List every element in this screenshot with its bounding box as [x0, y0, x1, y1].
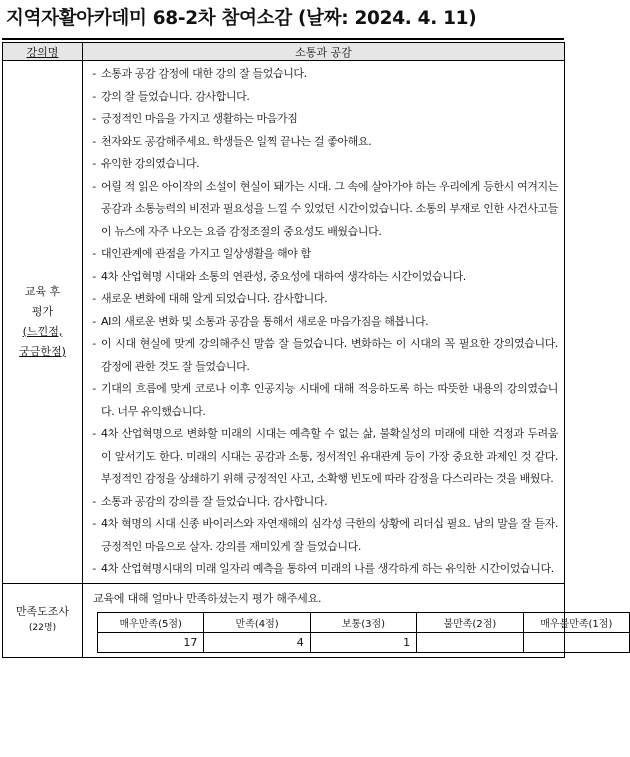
bullet-dash: - [92, 494, 96, 508]
bullet-dash: - [92, 517, 96, 530]
comment-text: 긍정적인 마음을 가지고 생활하는 마음가짐 [101, 112, 298, 125]
comment-text: 4차 산업혁명 시대와 소통의 연관성, 중요성에 대하여 생각하는 시간이었습니다. [101, 269, 466, 283]
satisfaction-content-cell [83, 583, 613, 657]
evaluation-label-4: 궁금한점) [19, 344, 66, 358]
comment-item [87, 266, 558, 289]
document-title: 지역자활아카데미 68-2차 참여소감 (날짜: 2024. 4. 11) [6, 8, 477, 29]
comment-item [87, 63, 558, 86]
bullet-dash: - [92, 179, 96, 193]
comment-text: 강의 잘 들었습니다. 감사합니다. [101, 89, 250, 103]
score-value-3: 1 [310, 632, 416, 652]
evaluation-comments-cell [83, 61, 565, 584]
comment-text: 어릴 적 읽은 아이작의 소설이 현실이 돼가는 시대. 그 속에 살아가야 하는 우리에게 등한시 여겨지는 공감과 소통능력의 비전과 필요성을 느낄 수 있었던 시간이었습니다. 소통의 부재로 인한 사건사고들이 뉴스에 자주 나오는 요즘 감정조절의 중요성도 배웠습니다. [101, 179, 558, 238]
bullet-dash: - [92, 337, 96, 350]
bullet-dash: - [92, 562, 96, 575]
comment-item [87, 333, 558, 378]
lecture-name-label: 강의명 [26, 45, 59, 59]
satisfaction-row [3, 583, 565, 657]
comment-item [87, 513, 558, 558]
lecture-name-value: 소통과 공감 [295, 45, 352, 59]
comment-text: 새로운 변화에 대해 알게 되었습니다. 감사합니다. [101, 292, 328, 305]
comment-text: 이 시대 현실에 맞게 강의해주신 말씀 잘 들었습니다. 변화하는 이 시대의 꼭 필요한 강의였습니다. 감정에 관한 것도 잘 들었습니다. [101, 337, 558, 373]
score-header-5: 매우만족(5점) [98, 612, 204, 632]
evaluation-label-3: (느낀점, [22, 324, 63, 338]
score-header-2: 불만족(2점) [417, 612, 523, 632]
evaluation-label-cell [3, 61, 83, 584]
score-value-4: 4 [204, 632, 310, 652]
bullet-dash: - [92, 134, 96, 148]
respondent-count: (22명) [28, 623, 57, 633]
comment-text: 소통과 공감의 강의를 잘 들었습니다. 감사합니다. [101, 494, 328, 508]
comment-item [87, 131, 558, 154]
comment-item [87, 176, 558, 244]
comment-text: 천자와도 공감해주세요. 학생들은 일찍 끝나는 걸 좋아해요. [101, 134, 372, 148]
comment-text: 소통과 공감 감정에 대한 강의 잘 들었습니다. [101, 67, 307, 80]
score-header-row [98, 612, 630, 632]
bullet-dash: - [92, 292, 96, 305]
bullet-dash: - [92, 247, 96, 260]
satisfaction-label-cell [3, 583, 83, 657]
comment-text: 4차 산업혁명으로 변화할 미래의 시대는 예측할 수 없는 삶, 불확실성의 미래에 대한 걱정과 두려움이 앞서기도 한다. 미래의 시대는 공감과 소통, 정서적인 유대관계 등이 가장 중요한 과제인 것 같다. 부정적인 감정을 상쇄하기 위해 긍정적인 사고, 소확행 빈도에 따라 감정을 다스리라는 것을 배웠다. [101, 427, 558, 485]
bullet-dash: - [92, 112, 96, 125]
comment-list [83, 61, 564, 583]
bullet-dash: - [92, 269, 96, 283]
satisfaction-score-table [97, 612, 630, 653]
comment-text: AI의 새로운 변화 및 소통과 공감을 통해서 새로운 마음가짐을 해봅니다. [101, 314, 429, 328]
title-divider [2, 38, 564, 40]
bullet-dash: - [92, 427, 96, 440]
score-value-2 [417, 632, 523, 652]
bullet-dash: - [92, 157, 96, 170]
comment-text: 4차 혁명의 시대 신종 바이러스와 자연재해의 심각성 극한의 상황에 리더십 필요. 남의 말을 잘 듣자. 긍정적인 마음으로 살자. 강의를 재미있게 잘 들었습니다. [101, 517, 558, 553]
comment-item [87, 243, 558, 266]
comment-item [87, 423, 558, 491]
evaluation-label-1: 교육 후 [24, 284, 61, 298]
bullet-dash: - [92, 314, 96, 328]
comment-item [87, 378, 558, 423]
comment-item [87, 311, 558, 334]
comment-item [87, 86, 558, 109]
score-header-1: 매우불만족(1점) [523, 612, 629, 632]
score-value-row [98, 632, 630, 652]
comment-item [87, 153, 558, 176]
score-value-5: 17 [98, 632, 204, 652]
score-header-3: 보통(3점) [310, 612, 416, 632]
evaluation-label-2: 평가 [31, 304, 54, 318]
score-header-4: 만족(4점) [204, 612, 310, 632]
header-right-cell [83, 43, 565, 61]
survey-question: 교육에 대해 얼마나 만족하셨는지 평가 해주세요. [93, 591, 322, 605]
satisfaction-label: 만족도조사 [15, 605, 70, 618]
score-value-1 [523, 632, 629, 652]
comment-text: 유익한 강의였습니다. [101, 157, 200, 170]
bullet-dash: - [92, 67, 96, 80]
header-row [3, 43, 565, 61]
comment-item [87, 558, 558, 581]
comment-item [87, 491, 558, 514]
comment-text: 대인관계에 관점을 가지고 일상생활을 해야 함 [101, 247, 311, 260]
header-left-cell [3, 43, 83, 61]
comment-text: 4차 산업혁명시대의 미래 일자리 예측을 통하여 미래의 나를 생각하게 하는 유익한 시간이었습니다. [101, 562, 554, 575]
comment-item [87, 108, 558, 131]
bullet-dash: - [92, 382, 96, 395]
comment-text: 기대의 흐름에 맞게 코로나 이후 인공지능 시대에 대해 적응하도록 하는 따뜻한 내용의 강의였습니다. 너무 유익했습니다. [101, 382, 558, 418]
comment-item [87, 288, 558, 311]
bullet-dash: - [92, 89, 96, 103]
evaluation-row [3, 61, 565, 584]
feedback-table [2, 42, 613, 658]
